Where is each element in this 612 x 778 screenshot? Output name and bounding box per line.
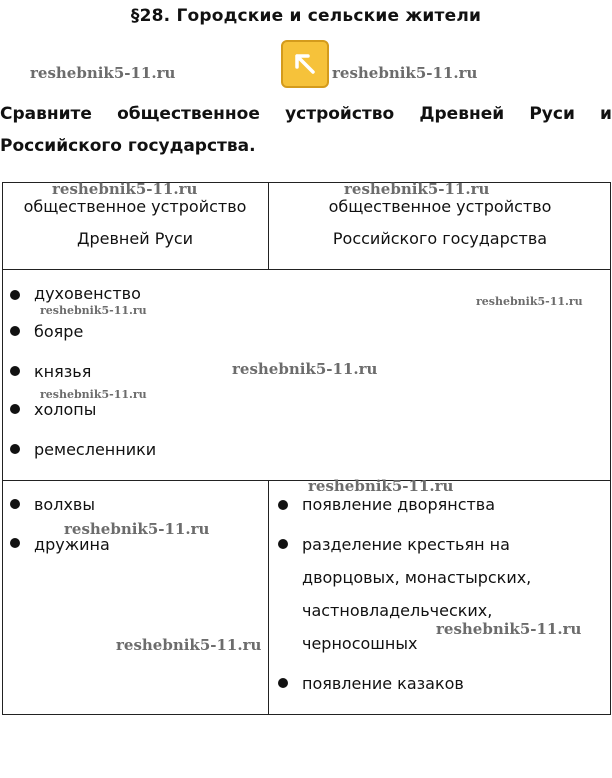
arrow-up-left-icon[interactable] [281,40,329,88]
list-item: ремесленники [34,440,157,459]
bullet-icon [10,538,20,548]
header-right-line: общественное устройство [328,197,552,216]
list-item: волхвы [34,495,95,514]
bullet-icon [10,290,20,300]
watermark: reshebnik5-11.ru [344,180,490,198]
watermark: reshebnik5-11.ru [308,477,454,495]
list-item: холопы [34,400,97,419]
bullet-icon [10,366,20,376]
bullet-icon [278,678,288,688]
header-right [270,191,610,255]
watermark: reshebnik5-11.ru [232,360,378,378]
list-item: князья [34,362,92,381]
list-item: разделение крестьян на [302,535,510,554]
list-item: бояре [34,322,84,341]
watermark: reshebnik5-11.ru [332,64,478,82]
bullet-icon [278,500,288,510]
watermark: reshebnik5-11.ru [436,620,582,638]
question-line2: Российского государства. [0,136,256,156]
question-word: Руси [529,104,575,124]
watermark: reshebnik5-11.ru [476,295,583,308]
watermark: reshebnik5-11.ru [64,520,210,538]
watermark: reshebnik5-11.ru [116,636,262,654]
question-word: общественное [117,104,260,124]
question-word: Сравните [0,104,92,124]
watermark: reshebnik5-11.ru [40,304,147,317]
bullet-icon [278,539,288,549]
table-divider [2,269,611,270]
question-text [0,98,612,162]
header-left-line: общественное устройство [23,197,247,216]
header-left [2,191,268,255]
watermark: reshebnik5-11.ru [30,64,176,82]
header-right-line: Российского государства [332,229,548,248]
list-item-continuation: частновладельческих, [302,601,493,620]
list-item: дружина [34,535,110,554]
list-item: появление дворянства [302,495,496,514]
watermark: reshebnik5-11.ru [52,180,198,198]
header-left-line: Древней Руси [76,229,194,248]
bullet-icon [10,444,20,454]
bullet-icon [10,499,20,509]
list-item-continuation: черносошных [302,634,418,653]
question-word: и [600,104,612,124]
table-divider [268,480,269,715]
table-divider [268,182,269,270]
watermark: reshebnik5-11.ru [40,388,147,401]
list-item: духовенство [34,284,141,303]
question-word: Древней [419,104,505,124]
bullet-icon [10,404,20,414]
bullet-icon [10,326,20,336]
page-title: §28. Городские и сельские жители [130,6,482,26]
list-item-continuation: дворцовых, монастырских, [302,568,532,587]
table-divider [2,480,611,481]
question-word: устройство [285,104,395,124]
list-item: появление казаков [302,674,464,693]
